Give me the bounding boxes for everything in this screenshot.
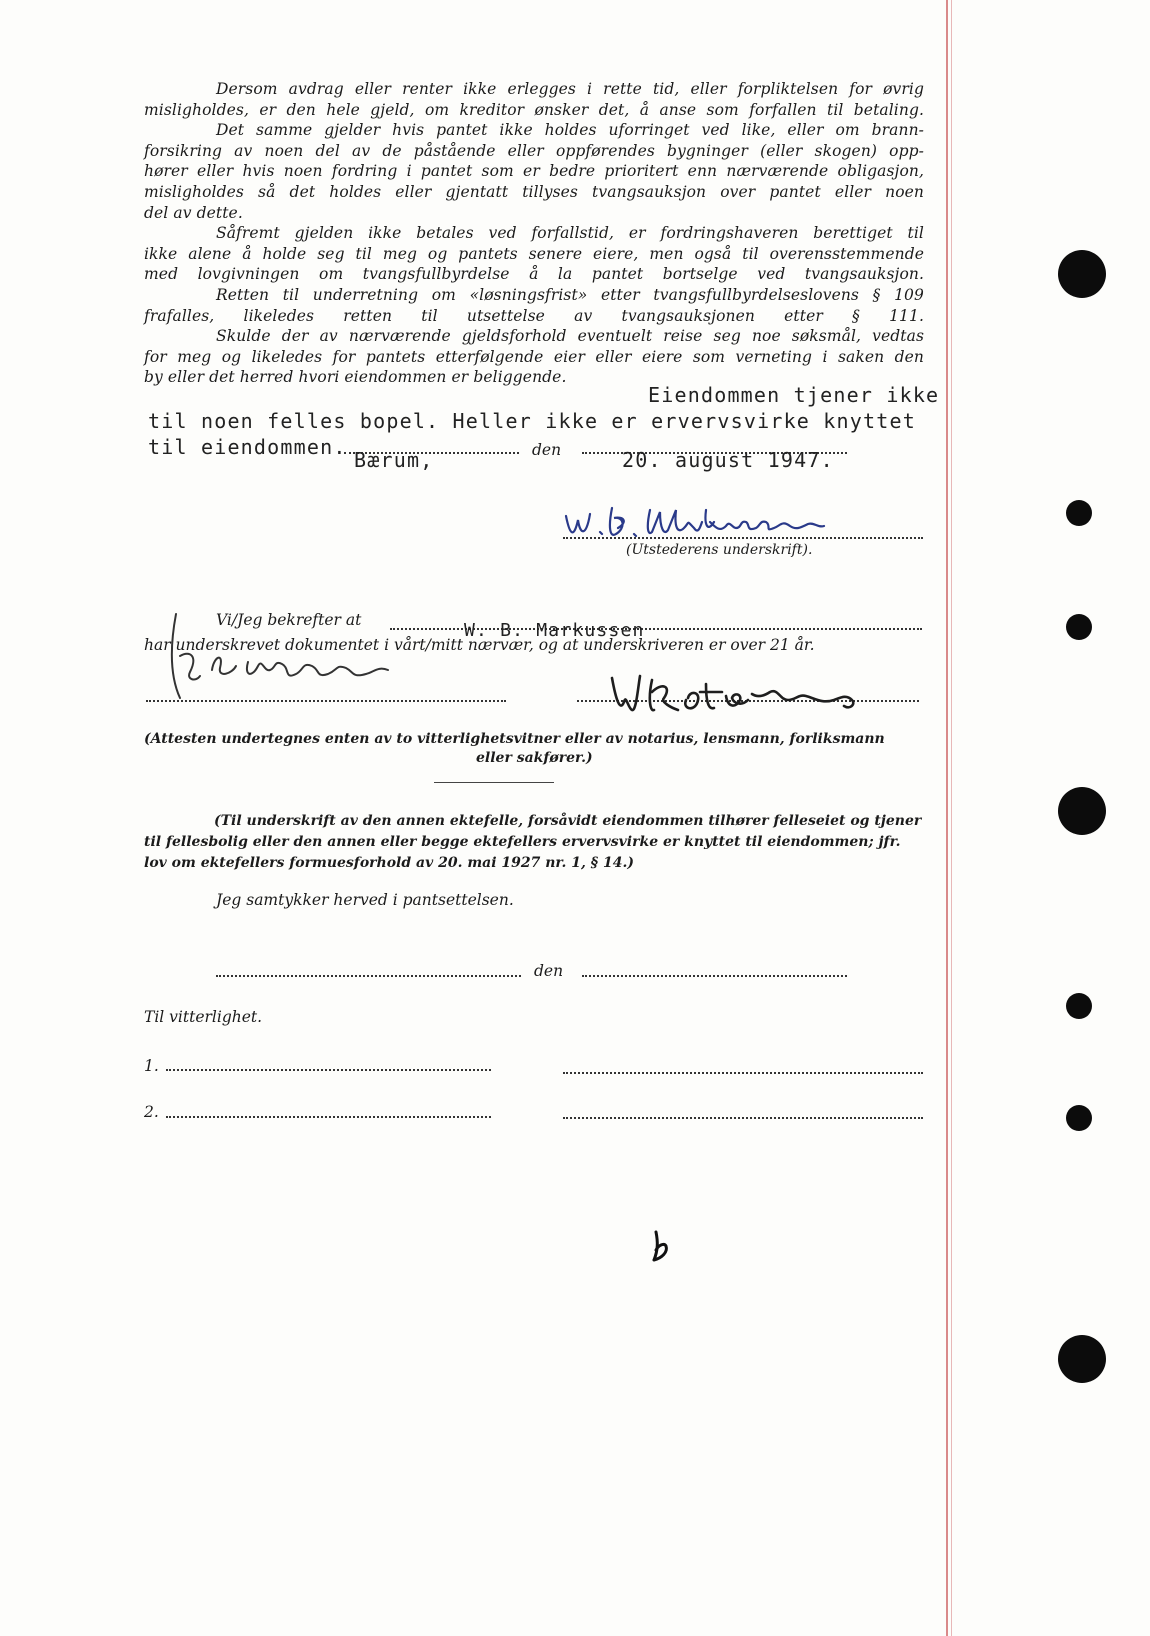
p2-line: hører eller hvis noen fordring i pantet som er bedre prioritert enn nærværende obligasjon,: [144, 162, 924, 181]
den-label: den: [532, 441, 562, 459]
consent-text: Jeg samtykker herved i pantsettelsen.: [216, 891, 514, 909]
p4-line: frafalles, likeledes retten til utsettelse av tvangsauksjonen etter § 111.: [144, 306, 924, 325]
confirm-prefix: Vi/Jeg bekrefter at: [216, 611, 362, 629]
punch-hole: [1066, 614, 1092, 640]
p5-line: for meg og likeledes for pantets etterfølgende eier eller eiere som verneting i saken den: [144, 347, 924, 366]
issuer-signature: [560, 498, 880, 544]
typed-place: Bærum,: [354, 448, 434, 472]
typed-line-3: til eiendommen.: [148, 435, 347, 459]
punch-hole: [1066, 1105, 1092, 1131]
witness-1-line-left: [166, 1069, 491, 1071]
den-label-2: den: [534, 962, 564, 980]
p2-line: forsikring av noen del av de påstående eller oppførendes bygninger (eller skogen) opp-: [144, 141, 924, 160]
consent-place-line: [216, 975, 521, 977]
typed-date: 20. august 1947.: [622, 448, 834, 472]
witness-heading: Til vitterlighet.: [144, 1008, 263, 1026]
punch-hole: [1066, 500, 1092, 526]
p3-line: med lovgivningen om tvangsfullbyrdelse å la pantet bortselge ved tvangsauksjon.: [144, 265, 924, 284]
witness-2-line-left: [166, 1116, 491, 1118]
margin-rule-secondary: [951, 0, 952, 1636]
separator-rule: [434, 782, 554, 783]
typed-witnessed-name: W. B. Markussen: [464, 620, 645, 641]
p5-line: by eller det herred hvori eiendommen er beliggende.: [144, 368, 567, 387]
witness-1-line-right: [563, 1072, 923, 1074]
spouse-note-1: (Til underskrift av den annen ektefelle, forsåvidt eiendommen tilhører felleseiet og tjener: [214, 813, 922, 829]
attest-note-2: eller sakfører.): [476, 750, 593, 766]
p1-line: misligholdes, er den hele gjeld, om kreditor ønsker det, å anse som forfallen til betaling.: [144, 100, 924, 119]
consent-date-line: [582, 975, 847, 977]
attest-note-1: (Attesten undertegnes enten av to vitterlighetsvitner eller av notarius, lensmann, forliksmann: [144, 731, 885, 747]
punch-hole: [1058, 1335, 1106, 1383]
p2-line: misligholdes så det holdes eller gjentatt tillyses tvangsauksjon over pantet eller noen: [144, 182, 924, 201]
p5-line: Skulde der av nærværende gjeldsforhold eventuelt reise seg noe søksmål, vedtas: [216, 327, 924, 346]
p3-line: Såfremt gjelden ikke betales ved forfallstid, er fordringshaveren berettiget til: [216, 224, 924, 243]
witness-2-number: 2.: [144, 1103, 159, 1121]
typed-line-1: Eiendommen tjener ikke: [648, 383, 940, 407]
witness-1-number: 1.: [144, 1057, 159, 1075]
spouse-note-3: lov om ektefellers formuesforhold av 20. mai 1927 nr. 1, § 14.): [144, 855, 634, 871]
confirm-line: har underskrevet dokumentet i vårt/mitt nærvær, og at underskriveren er over 21 år.: [144, 636, 815, 654]
witness-left-signature: [140, 606, 420, 706]
p2-line: Det samme gjelder hvis pantet ikke holdes uforringet ved like, eller om brann-: [216, 121, 924, 140]
margin-rule: [946, 0, 948, 1636]
p1-line: Dersom avdrag eller renter ikke erlegges i rette tid, eller forpliktelsen for øvrig: [216, 80, 924, 98]
terms-paragraphs: [144, 79, 924, 388]
spouse-note-2: til fellesbolig eller den annen eller begge ektefellers ervervsvirke er knyttet til eiendommen; jfr.: [144, 834, 901, 850]
punch-hole: [1058, 787, 1106, 835]
punch-hole: [1058, 250, 1106, 298]
p3-line: ikke alene å holde seg til meg og pantets senere eiere, men også til overensstemmende: [144, 244, 924, 263]
p2-line: del av dette.: [144, 203, 243, 222]
issuer-signature-caption: (Utstederens underskrift).: [626, 542, 813, 558]
typed-line-2: til noen felles bopel. Heller ikke er ervervsvirke knyttet: [148, 409, 916, 433]
witness-right-signature: [602, 670, 902, 720]
witness-2-line-right: [563, 1117, 923, 1119]
pen-mark: [648, 1228, 678, 1268]
p4-line: Retten til underretning om «løsningsfrist» etter tvangsfullbyrdelseslovens § 109: [216, 285, 924, 304]
punch-hole: [1066, 993, 1092, 1019]
